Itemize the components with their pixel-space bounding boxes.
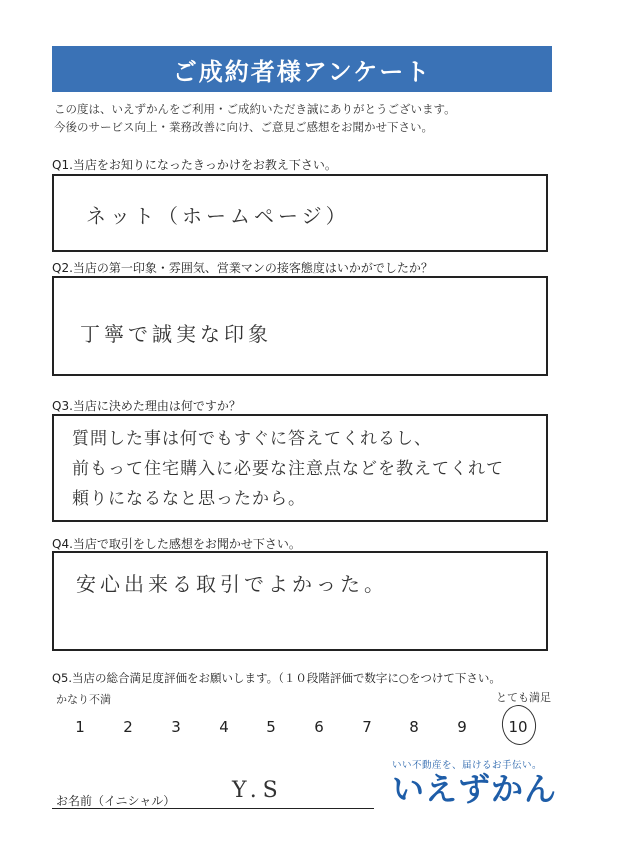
rating-option-4[interactable]: 4: [219, 718, 229, 736]
name-label: お名前（イニシャル）: [56, 794, 176, 808]
rating-option-7[interactable]: 7: [362, 718, 372, 736]
rating-option-5[interactable]: 5: [266, 718, 276, 736]
scale-low-label: かなり不満: [56, 693, 111, 706]
question-3-answer-line-3: 頼りになるなと思ったから。: [72, 489, 306, 509]
rating-option-6[interactable]: 6: [314, 718, 324, 736]
question-3-answer-line-1: 質問した事は何でもすぐに答えてくれるし、: [72, 429, 432, 449]
scale-high-label: とても満足: [496, 691, 551, 704]
question-3-answer-line-2: 前もって住宅購入に必要な注意点などを教えてくれて: [72, 459, 504, 479]
name-value: Y.S: [232, 778, 284, 803]
intro-line-1: この度は、いえずかんをご利用・ご成約いただき誠にありがとうございます。: [54, 102, 456, 116]
question-5-label: Q5.当店の総合満足度評価をお願いします。（１０段階評価で数字に○をつけて下さい。: [52, 671, 501, 685]
rating-option-3[interactable]: 3: [171, 718, 181, 736]
name-underline: [52, 808, 374, 809]
rating-option-1[interactable]: 1: [75, 718, 85, 736]
rating-option-9[interactable]: 9: [457, 718, 467, 736]
question-4-answer: 安心出来る取引でよかった。: [76, 572, 388, 596]
question-1-answer: ネット（ホームページ）: [86, 204, 350, 228]
survey-title-banner: ご成約者様アンケート: [52, 46, 552, 92]
brand-tagline: いい不動産を、届けるお手伝い。: [392, 760, 543, 771]
selected-rating-circle: [499, 703, 538, 747]
question-2-label: Q2.当店の第一印象・雰囲気、営業マンの接客態度はいかがでしたか？: [52, 261, 433, 275]
brand-logo: いえずかん: [392, 770, 558, 808]
question-3-label: Q3.当店に決めた理由は何ですか？: [52, 399, 241, 413]
rating-option-2[interactable]: 2: [123, 718, 133, 736]
question-4-label: Q4.当店で取引をした感想をお聞かせ下さい。: [52, 537, 301, 551]
rating-option-8[interactable]: 8: [409, 718, 419, 736]
intro-line-2: 今後のサービス向上・業務改善に向け、ご意見ご感想をお聞かせ下さい。: [54, 120, 434, 134]
question-2-answer: 丁寧で誠実な印象: [80, 322, 272, 346]
question-1-label: Q1.当店をお知りになったきっかけをお教え下さい。: [52, 158, 337, 172]
question-4-answer-box[interactable]: [52, 551, 548, 651]
rating-option-10[interactable]: 10: [508, 718, 528, 736]
